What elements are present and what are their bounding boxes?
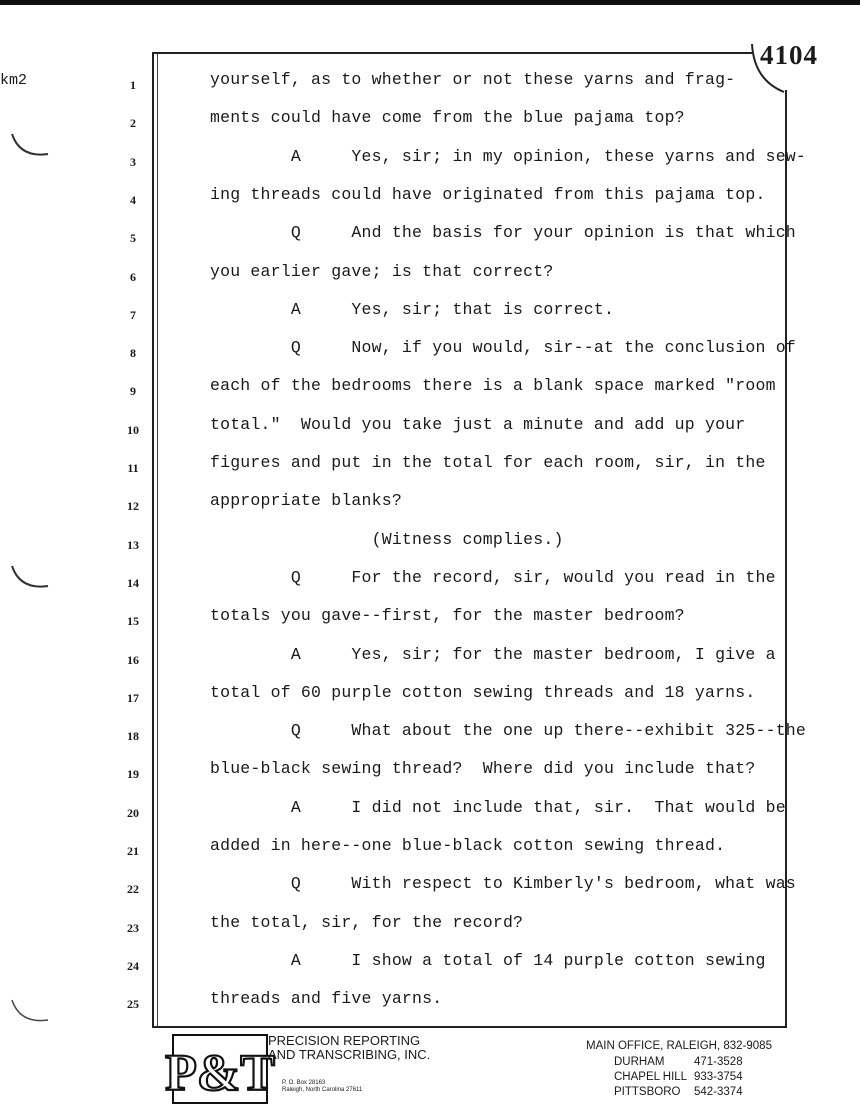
transcript-line: totals you gave--first, for the master bedroom?	[210, 606, 685, 626]
office-city: DURHAM	[614, 1056, 665, 1068]
office-phone: 471-3528	[694, 1056, 743, 1068]
line-number: 17	[127, 690, 139, 705]
transcript-line: the total, sir, for the record?	[210, 912, 524, 932]
line-number: 15	[127, 614, 139, 629]
line-number: 21	[127, 844, 139, 858]
page-frame-bottom	[152, 1026, 787, 1028]
margin-punch-mark	[10, 130, 52, 164]
company-logo	[165, 1034, 275, 1104]
transcript-line: Q What about the one up there--exhibit 325--the	[210, 721, 806, 741]
line-number: 16	[127, 652, 139, 667]
office-city: PITTSBORO	[614, 1086, 681, 1098]
company-address	[282, 1080, 362, 1094]
line-number: 8	[130, 346, 136, 361]
company-name	[268, 1034, 430, 1062]
page-frame-left	[152, 52, 154, 1027]
line-number: 2	[130, 116, 136, 131]
transcript-line: total of 60 purple cotton sewing threads and 18 yarns.	[210, 682, 756, 702]
company-name-line1: PRECISION REPORTING	[268, 1033, 421, 1048]
line-number: 1	[130, 78, 136, 92]
line-number: 7	[130, 307, 136, 322]
line-number: 9	[130, 384, 136, 399]
line-number: 13	[127, 537, 139, 552]
line-number: 5	[130, 231, 136, 246]
office-phone: 933-3754	[694, 1071, 743, 1083]
transcript-line: yourself, as to whether or not these yarns and frag-	[210, 70, 736, 89]
line-number: 12	[127, 499, 139, 514]
company-name-line2: AND TRANSCRIBING, INC.	[268, 1047, 431, 1062]
transcript-line: Q Now, if you would, sir--at the conclusion of	[210, 338, 796, 358]
transcript-line: appropriate blanks?	[210, 491, 402, 511]
transcript-line: Q For the record, sir, would you read in the	[210, 567, 776, 587]
svg-text:P&T: P&T	[165, 1045, 275, 1102]
line-number: 10	[127, 422, 139, 437]
transcript-line: total." Would you take just a minute and add up your	[210, 414, 746, 434]
line-number: 24	[127, 958, 139, 973]
transcript-line: Q With respect to Kimberly's bedroom, what was	[210, 874, 796, 894]
transcript-line: added in here--one blue-black cotton sewing thread.	[210, 836, 726, 855]
transcript-line: A Yes, sir; in my opinion, these yarns and sew-	[210, 146, 806, 166]
office-row	[614, 1071, 743, 1083]
transcript-line: A Yes, sir; for the master bedroom, I give a	[210, 644, 776, 664]
line-number: 11	[127, 461, 139, 475]
transcript-line: ments could have come from the blue pajama top?	[210, 108, 685, 128]
transcript-line: Q And the basis for your opinion is that which	[210, 223, 796, 243]
line-number: 20	[127, 805, 139, 820]
margin-punch-mark	[10, 996, 52, 1030]
margin-punch-mark	[10, 562, 52, 596]
transcript-line: each of the bedrooms there is a blank space marked "room	[210, 376, 776, 396]
line-number: 23	[127, 920, 139, 935]
transcript-line: (Witness complies.)	[210, 529, 564, 549]
line-number: 19	[127, 767, 139, 782]
line-number: 3	[130, 154, 136, 169]
office-row	[614, 1086, 743, 1098]
transcriber-code: km2	[0, 72, 28, 89]
city-state: Raleigh, North Carolina 27611	[282, 1087, 363, 1093]
corner-curve-mark	[748, 42, 788, 102]
line-number: 18	[127, 729, 139, 744]
line-number: 25	[127, 997, 139, 1012]
transcript-line: you earlier gave; is that correct?	[210, 261, 554, 281]
office-city: CHAPEL HILL	[614, 1071, 688, 1083]
po-box: P. O. Box 28163	[282, 1080, 326, 1086]
transcript-line: ing threads could have originated from this pajama top.	[210, 184, 766, 204]
office-phone: 542-3374	[694, 1086, 743, 1098]
line-number: 22	[127, 882, 139, 897]
page-frame-top	[152, 52, 752, 54]
page-number: 4104	[760, 40, 818, 70]
office-row	[614, 1056, 743, 1068]
transcript-line: figures and put in the total for each room, sir, in the	[210, 453, 766, 472]
transcript-line: threads and five yarns.	[210, 989, 443, 1009]
transcript-line: blue-black sewing thread? Where did you include that?	[210, 759, 756, 779]
line-number: 4	[130, 192, 136, 207]
top-border-rule	[0, 0, 860, 5]
transcript-line: A Yes, sir; that is correct.	[210, 299, 615, 319]
main-office: MAIN OFFICE, RALEIGH, 832-9085	[586, 1040, 772, 1052]
page-frame-left-inner	[157, 52, 158, 1027]
line-number: 14	[127, 575, 139, 590]
line-number: 6	[130, 269, 136, 284]
transcript-line: A I did not include that, sir. That would be	[210, 797, 786, 817]
transcript-line: A I show a total of 14 purple cotton sewing	[210, 950, 766, 970]
